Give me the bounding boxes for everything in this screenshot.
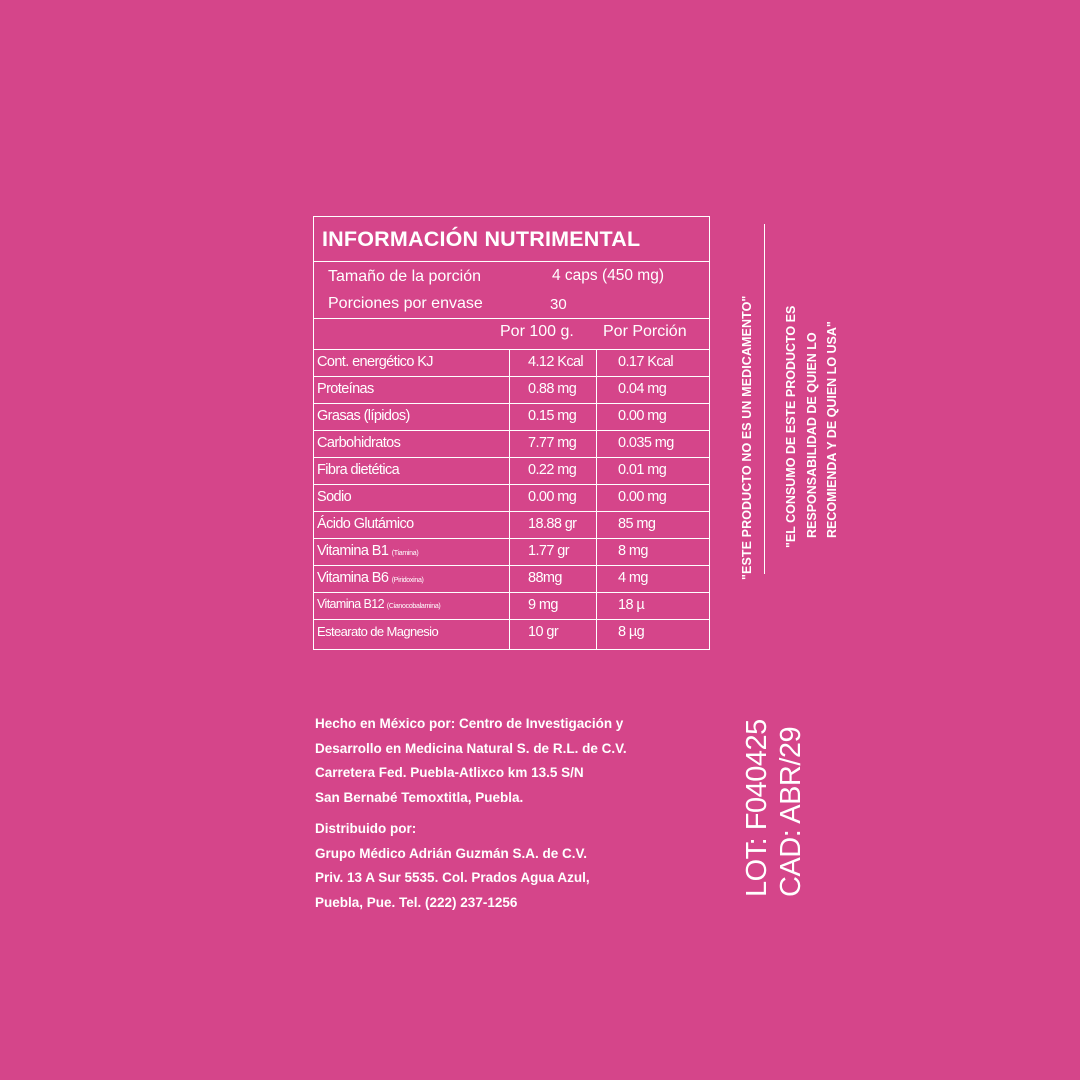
row-divider [314,565,709,566]
value-per-100g: 0.88 mg [528,381,577,397]
manufacturer-line-1 [315,712,735,737]
value-per-100g: 0.22 mg [528,462,577,478]
distributor-line-3: Puebla, Pue. Tel. (222) 237-1256 [315,894,518,910]
nutrient-note: (Piridoxina) [391,577,424,584]
distributor-line-1: Grupo Médico Adrián Guzmán S.A. de C.V. [315,845,588,861]
manufacturer-line-4: San Bernabé Temoxtitla, Puebla. [315,789,524,805]
distributor-line-2: Priv. 13 A Sur 5535. Col. Prados Agua Azul, [315,870,590,885]
nutrient-name [317,354,433,370]
value-per-serving: 0.17 Kcal [618,354,674,370]
value-per-100g: 10 gr [528,624,559,640]
responsibility-line-2: RESPONSABILIDAD DE QUIEN LO [804,332,819,538]
row-divider [314,484,709,485]
nutrition-title: INFORMACIÓN NUTRIMENTAL [322,227,641,251]
nutrient-name [317,489,351,505]
nutrient-label: Cont. energético KJ [317,354,433,370]
value-per-100g: 18.88 gr [528,516,577,532]
disclaimer-divider [764,224,765,574]
batch-info [740,719,808,897]
serving-size-label: Tamaño de la porción [328,268,481,285]
nutrient-label: Ácido Glutámico [317,516,414,532]
row-divider [314,457,709,458]
column-divider [509,349,510,649]
divider [314,318,709,319]
distributor-label: Distribuido por: [315,821,417,836]
value-per-100g: 7.77 mg [528,435,577,451]
value-per-100g: 9 mg [528,597,558,613]
nutrition-table [313,216,710,650]
nutrient-name [317,543,418,559]
value-per-serving: 85 mg [618,516,656,532]
row-divider [314,403,709,404]
value-per-100g: 1.77 gr [528,543,569,559]
servings-value: 30 [550,296,567,313]
nutrient-label: Fibra dietética [317,462,400,478]
value-per-100g: 0.00 mg [528,489,577,505]
nutrient-note: (Tiamina) [391,550,419,557]
manufacturer-name: Centro de Investigación y [455,716,624,731]
nutrient-name [317,462,399,478]
row-divider [314,619,709,620]
nutrient-label: Carbohidratos [317,435,401,451]
value-per-serving: 0.00 mg [618,408,667,424]
distributor-info [315,817,735,915]
nutrient-name [317,381,374,397]
serving-size-value: 4 caps (450 mg) [552,267,664,284]
row-divider [314,511,709,512]
row-divider [314,592,709,593]
nutrient-label: Sodio [317,489,352,505]
nutrient-name [317,435,400,451]
nutrient-label: Grasas (lípidos) [317,408,410,424]
value-per-serving: 0.04 mg [618,381,667,397]
value-per-100g: 88mg [528,570,562,586]
manufacturer-line-2: Desarrollo en Medicina Natural S. de R.L. de C.V. [315,740,627,756]
value-per-serving: 0.035 mg [618,435,674,451]
column-header-per-100g: Por 100 g. [500,323,574,340]
column-header-per-serving: Por Porción [603,323,687,340]
expiry-date: CAD: ABR/29 [775,726,807,897]
row-divider [314,376,709,377]
value-per-serving: 18 µ [618,597,645,613]
row-divider [314,538,709,539]
responsibility-warning [781,306,843,548]
nutrient-name [317,516,414,532]
responsibility-line-3: RECOMIENDA Y DE QUIEN LO USA" [825,321,839,538]
nutrient-label: Estearato de Magnesio [317,624,439,639]
medicine-disclaimer: "ESTE PRODUCTO NO ES UN MEDICAMENTO" [740,295,754,580]
value-per-serving: 0.00 mg [618,489,667,505]
nutrient-label: Vitamina B12 [317,597,384,611]
value-per-serving: 4 mg [618,570,648,586]
value-per-100g: 0.15 mg [528,408,577,424]
nutrient-name [317,624,438,639]
value-per-serving: 0.01 mg [618,462,667,478]
nutrient-label: Vitamina B6 [317,570,389,586]
divider [314,349,709,350]
manufacturer-line-3: Carretera Fed. Puebla-Atlixco km 13.5 S/N [315,765,584,780]
responsibility-line-1: "EL CONSUMO DE ESTE PRODUCTO ES [784,305,798,548]
nutrient-label: Vitamina B1 [317,543,389,559]
column-divider [596,349,597,649]
manufacturer-label: Hecho en México por: [315,716,456,731]
divider [314,261,709,262]
lot-number: LOT: F040425 [741,719,773,897]
nutrient-name [317,408,410,424]
manufacturer-info [315,712,735,810]
servings-label: Porciones por envase [328,295,483,312]
value-per-serving: 8 mg [618,543,648,559]
nutrient-note: (Cianocobalamina) [386,603,441,610]
nutrient-label: Proteínas [317,381,374,397]
value-per-serving: 8 µg [618,624,645,640]
value-per-100g: 4.12 Kcal [528,354,584,370]
nutrient-name [317,570,424,586]
nutrient-name [317,597,440,611]
row-divider [314,430,709,431]
